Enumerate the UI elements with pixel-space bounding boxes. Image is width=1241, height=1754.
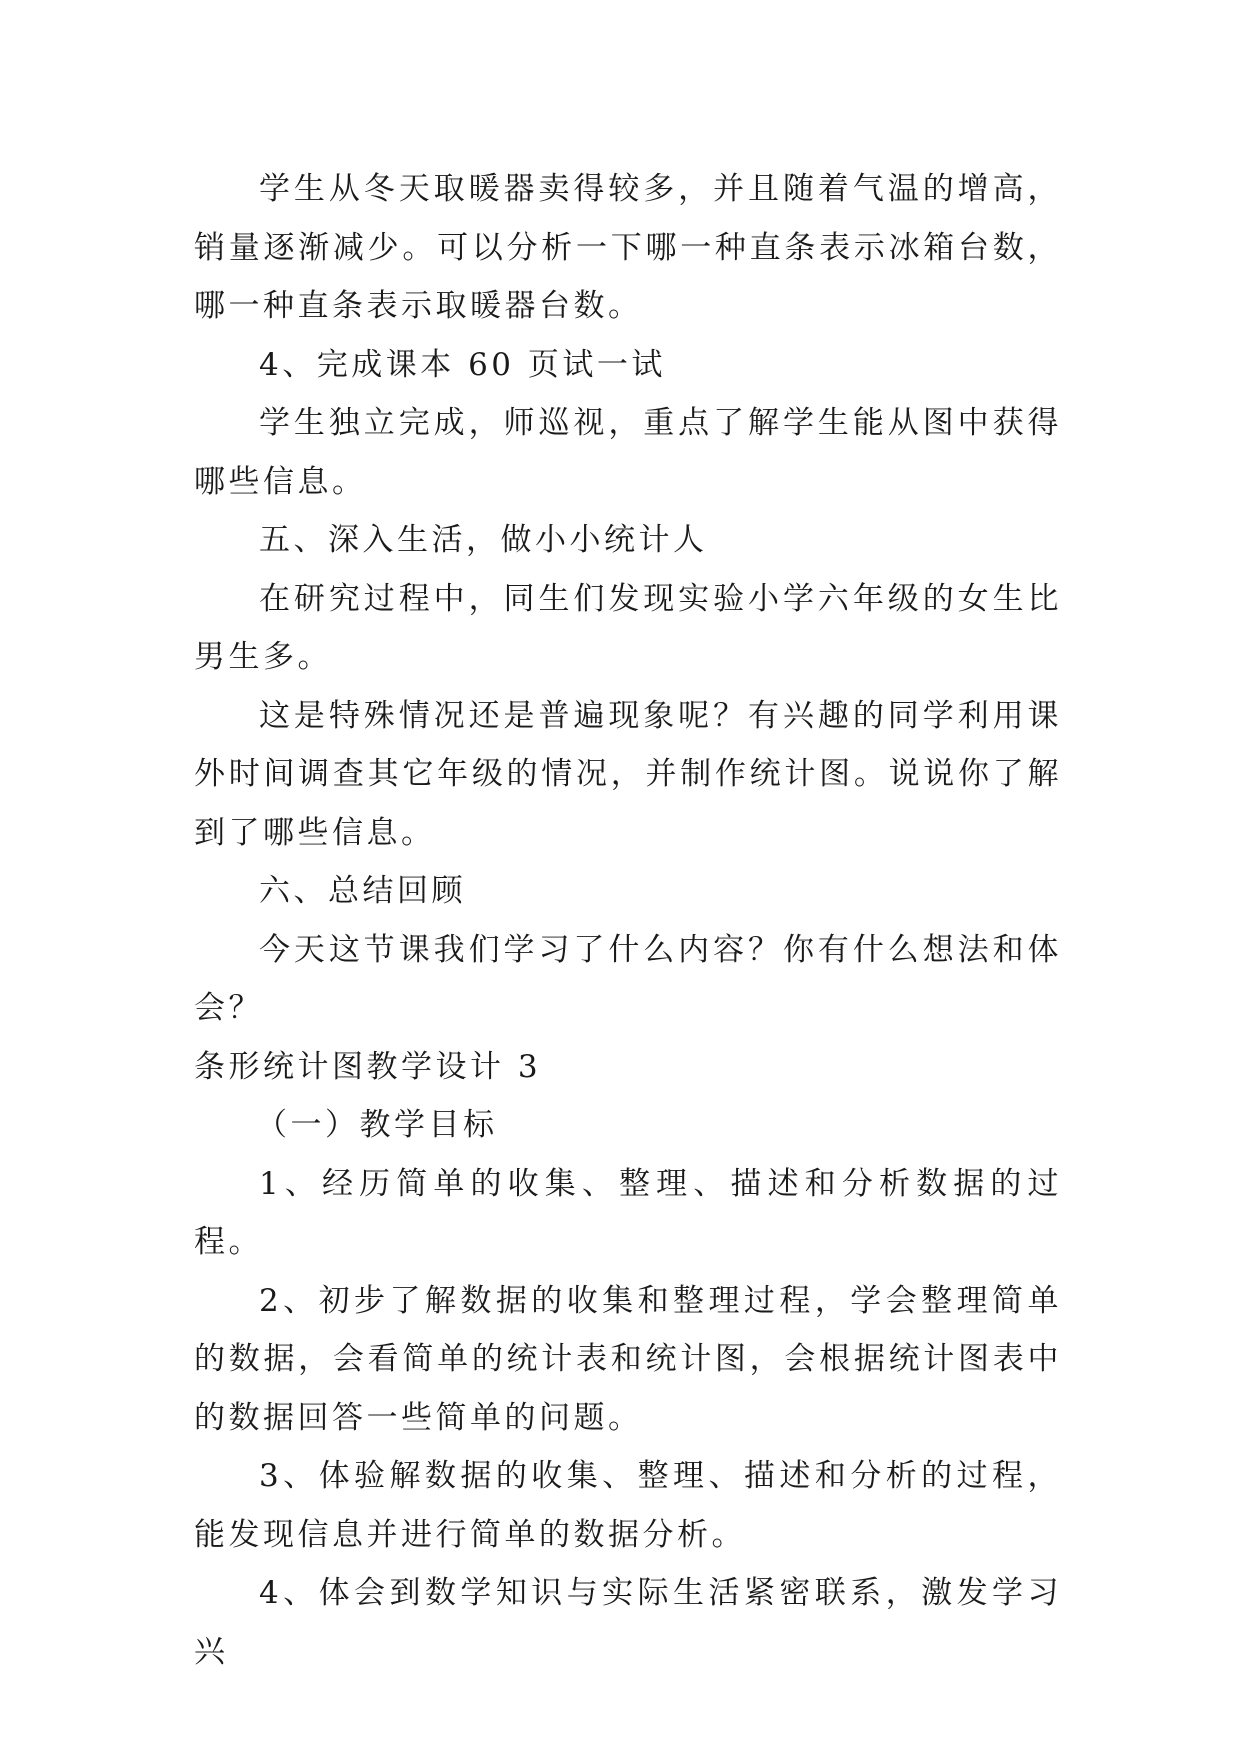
paragraph-textbook-task: 4、完成课本 60 页试一试 — [259, 346, 666, 383]
document-title-design-3: 条形统计图教学设计 3 — [194, 1048, 542, 1085]
paragraph-sales-analysis: 学生从冬天取暖器卖得较多，并且随着气温的增高，销量逐渐减少。可以分析一下哪一种直条表示冰箱台数，哪一种直条表示取暖器台数。 — [194, 171, 1062, 324]
section-heading-teaching-goals: （一）教学目标 — [256, 1107, 498, 1143]
goal-item-1: 1、经历简单的收集、整理、描述和分析数据的过程。 — [194, 1165, 1062, 1260]
section-heading-statistics-life: 五、深入生活，做小小统计人 — [259, 522, 708, 558]
paragraph-research-finding: 在研究过程中，同生们发现实验小学六年级的女生比男生多。 — [194, 580, 1062, 675]
section-heading-summary: 六、总结回顾 — [259, 873, 466, 909]
goal-item-4: 4、体会到数学知识与实际生活紧密联系，激发学习兴 — [194, 1575, 1062, 1670]
goal-item-2: 2、初步了解数据的收集和整理过程，学会整理简单的数据，会看简单的统计表和统计图，会根据统计图表中的数据回答一些简单的问题。 — [194, 1282, 1062, 1436]
document-body — [194, 160, 1062, 1681]
paragraph-independent-work: 学生独立完成，师巡视，重点了解学生能从图中获得哪些信息。 — [194, 405, 1062, 500]
paragraph-summary-question: 今天这节课我们学习了什么内容？你有什么想法和体会？ — [194, 931, 1062, 1026]
paragraph-survey-question: 这是特殊情况还是普遍现象呢？有兴趣的同学利用课外时间调查其它年级的情况，并制作统计图。说说你了解到了哪些信息。 — [194, 697, 1062, 851]
goal-item-3: 3、体验解数据的收集、整理、描述和分析的过程，能发现信息并进行简单的数据分析。 — [194, 1458, 1062, 1553]
